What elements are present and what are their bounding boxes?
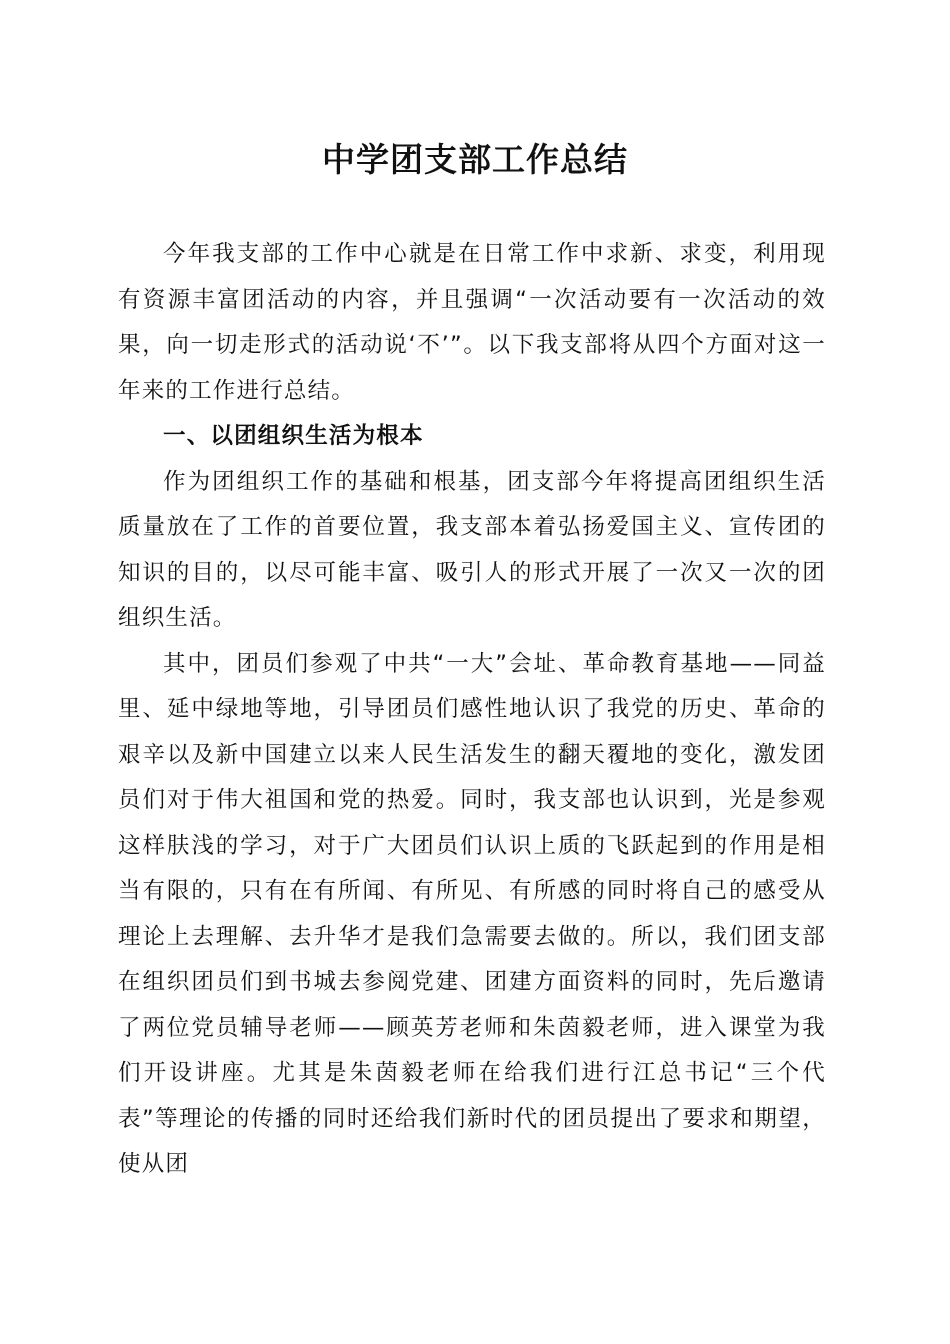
paragraph-section1-b: 其中，团员们参观了中共“一大”会址、革命教育基地——同益里、延中绿地等地，引导团员们感性地认识了我党的历史、革命的艰辛以及新中国建立以来人民生活发生的翻天覆地的变化，激发团员们对于伟大祖国和党的热爱。同时，我支部也认识到，光是参观这样肤浅的学习，对于广大团员们认识上质的飞跃起到的作用是相当有限的，只有在有所闻、有所见、有所感的同时将自己的感受从理论上去理解、去升华才是我们急需要去做的。所以，我们团支部在组织团员们到书城去参阅党建、团建方面资料的同时，先后邀请了两位党员辅导老师——顾英芳老师和朱茵毅老师，进入课堂为我们开设讲座。尤其是朱茵毅老师在给我们进行江总书记“三个代表”等理论的传播的同时还给我们新时代的团员提出了要求和期望，使从团 bbox=[118, 650, 826, 1177]
paragraph-section1-a: 作为团组织工作的基础和根基，团支部今年将提高团组织生活质量放在了工作的首要位置，我支部本着弘扬爱国主义、宣传团的知识的目的，以尽可能丰富、吸引人的形式开展了一次又一次的团组织生活。 bbox=[118, 468, 826, 631]
paragraph-intro: 今年我支部的工作中心就是在日常工作中求新、求变，利用现有资源丰富团活动的内容，并且强调“一次活动要有一次活动的效果，向一切走形式的活动说‘不’”。以下我支部将从四个方面对这一年来的工作进行总结。 bbox=[118, 241, 826, 404]
section-heading-1: 一、以团组织生活为根本 bbox=[163, 423, 424, 449]
document-title: 中学团支部工作总结 bbox=[322, 140, 628, 179]
document-body bbox=[118, 232, 826, 1188]
